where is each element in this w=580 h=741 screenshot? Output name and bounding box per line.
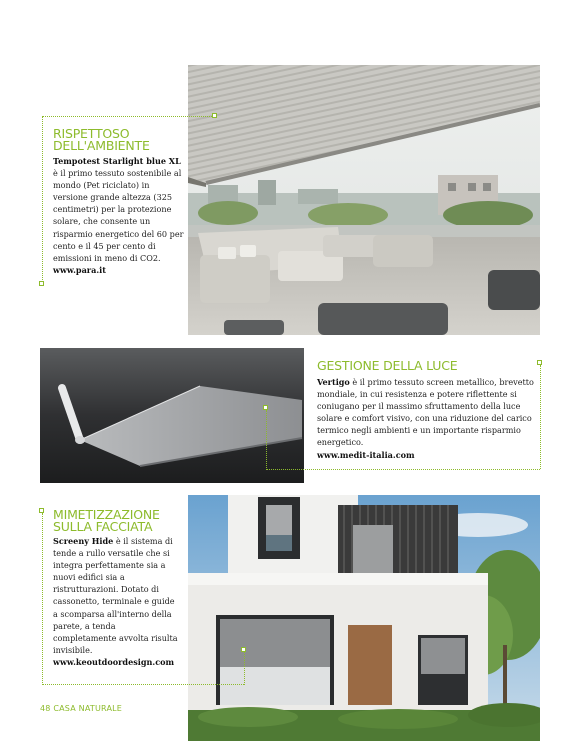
dotted-rule bbox=[266, 410, 267, 470]
section-heading bbox=[317, 360, 457, 372]
terrace-awning-photo bbox=[188, 65, 540, 335]
product-name: Screeny Hide bbox=[53, 536, 114, 546]
roller-screen-fabric-photo bbox=[40, 348, 304, 483]
product-name: Tempotest Starlight blue XL bbox=[53, 156, 181, 166]
section-heading bbox=[53, 509, 160, 533]
article-text bbox=[53, 155, 185, 276]
dotted-rule bbox=[540, 365, 541, 469]
corner-marker bbox=[263, 405, 268, 410]
page-number: 48 bbox=[40, 704, 51, 713]
section-heading bbox=[53, 128, 150, 152]
article-body: è il primo tessuto screen metallico, brevetto mondiale, in cui resistenza e potere riflettente si coniugano per il massimo sfruttamento della luce solare e comfort visivo, con una riduzione del carico termico negli ambienti e un importante risparmio energetico. bbox=[317, 377, 534, 448]
magazine-name: CASA NATURALE bbox=[53, 704, 123, 713]
website-link[interactable]: www.medit-italia.com bbox=[317, 449, 415, 460]
heading-line: GESTIONE DELLA LUCE bbox=[317, 358, 458, 373]
website-link[interactable]: www.para.it bbox=[53, 264, 106, 275]
heading-line: DELL'AMBIENTE bbox=[53, 138, 150, 153]
modern-house-facade-photo bbox=[188, 495, 540, 741]
dotted-rule bbox=[244, 652, 245, 685]
heading-line: SULLA FACCIATA bbox=[53, 519, 153, 534]
corner-marker bbox=[212, 113, 217, 118]
article-text bbox=[317, 376, 539, 461]
heading-line: MIMETIZZAZIONE bbox=[53, 507, 160, 522]
dotted-rule bbox=[42, 116, 43, 284]
product-name: Vertigo bbox=[317, 377, 350, 387]
article-body: è il primo tessuto sostenibile al mondo (Pet riciclato) in versione grande altezza (325 centimetri) per la protezione solare, che consente un risparmio energetico del 60 per cento e il 45 per cento di emissioni in meno di CO2. bbox=[53, 168, 184, 263]
article-body: è il sistema di tende a rullo versatile che si integra perfettamente sia a nuovi edifici sia a ristrutturazioni. Dotato di cassonetto, terminale e guide a scomparsa all'interno della parete, a tenda completamente avvolta risulta invisibile. bbox=[53, 536, 178, 655]
corner-marker bbox=[241, 647, 246, 652]
page-folio bbox=[40, 704, 122, 713]
dotted-rule bbox=[266, 469, 540, 470]
dotted-rule bbox=[42, 684, 244, 685]
website-link[interactable]: www.keoutdoordesign.com bbox=[53, 656, 175, 667]
heading-line: RISPETTOSO bbox=[53, 126, 130, 141]
article-text bbox=[53, 535, 181, 668]
corner-marker bbox=[39, 281, 44, 286]
dotted-rule bbox=[42, 513, 43, 685]
dotted-rule bbox=[42, 116, 216, 117]
